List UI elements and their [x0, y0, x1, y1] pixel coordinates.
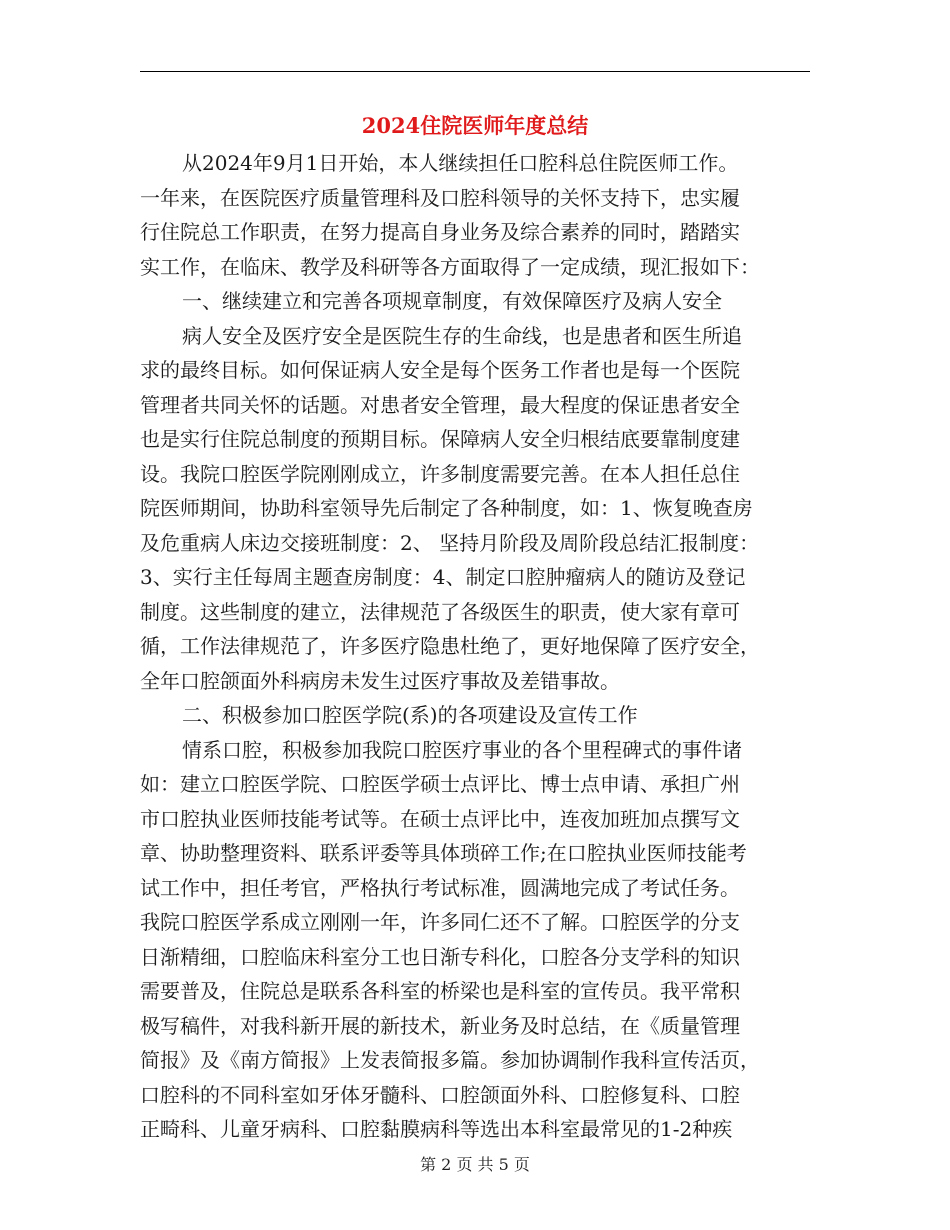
body-line: 从2024年9月1日开始，本人继续担任口腔科总住院医师工作。	[182, 151, 739, 175]
body-line: 试工作中，担任考官，严格执行考试标准，圆满地完成了考试任务。	[140, 875, 740, 900]
page-footer: 第 2 页 共 5 页	[420, 1155, 530, 1174]
body-line: 正畸科、儿童牙病科、口腔黏膜病科等选出本科室最常见的1-2种疾	[140, 1117, 733, 1141]
body-line: 如：建立口腔医学院、口腔医学硕士点评比、博士点申请、承担广州	[140, 772, 740, 796]
body-line: 章、协助整理资料、联系评委等具体琐碎工作;在口腔执业医师技能考	[140, 841, 747, 865]
body-line: 管理者共同关怀的话题。对患者安全管理，最大程度的保证患者安全	[140, 392, 740, 417]
body-line: 病人安全及医疗安全是医院生存的生命线，也是患者和医生所追	[182, 323, 742, 348]
body-line: 情系口腔，积极参加我院口腔医疗事业的各个里程碑式的事件诸	[182, 737, 742, 762]
header-rule	[140, 71, 810, 72]
body-line: 制度。这些制度的建立，法律规范了各级医生的职责，使大家有章可	[140, 599, 740, 624]
body-line: 全年口腔颌面外科病房未发生过医疗事故及差错事故。	[140, 668, 620, 693]
document-body	[140, 146, 812, 1147]
body-line: 设。我院口腔医学院刚刚成立，许多制度需要完善。在本人担任总住	[140, 461, 740, 486]
body-line: 市口腔执业医师技能考试等。在硕士点评比中，连夜加班加点撰写文	[140, 806, 740, 831]
body-line: 也是实行住院总制度的预期目标。保障病人安全归根结底要靠制度建	[140, 427, 740, 451]
body-line: 二、积极参加口腔医学院(系)的各项建设及宣传工作	[182, 703, 638, 727]
body-line: 行住院总工作职责，在努力提高自身业务及综合素养的同时，踏踏实	[140, 220, 740, 244]
body-line: 一年来，在医院医疗质量管理科及口腔科领导的关怀支持下，忠实履	[140, 185, 740, 210]
body-line: 及危重病人床边交接班制度：2、 坚持月阶段及周阶段总结汇报制度：	[140, 530, 760, 555]
body-line: 循，工作法律规范了，许多医疗隐患杜绝了，更好地保障了医疗安全，	[140, 634, 760, 658]
body-line: 一、继续建立和完善各项规章制度，有效保障医疗及病人安全	[182, 289, 722, 313]
body-line: 求的最终目标。如何保证病人安全是每个医务工作者也是每一个医院	[140, 358, 740, 382]
body-line: 口腔科的不同科室如牙体牙髓科、口腔颌面外科、口腔修复科、口腔	[140, 1082, 740, 1107]
body-line: 日渐精细，口腔临床科室分工也日渐专科化，口腔各分支学科的知识	[140, 944, 740, 969]
document-title: 2024住院医师年度总结	[361, 113, 589, 138]
body-line: 需要普及，住院总是联系各科室的桥梁也是科室的宣传员。我平常积	[140, 979, 740, 1003]
body-line: 极写稿件，对我科新开展的新技术，新业务及时总结，在《质量管理	[140, 1013, 740, 1038]
body-line: 3、实行主任每周主题查房制度：4、制定口腔肿瘤病人的随访及登记	[140, 565, 746, 589]
body-line: 我院口腔医学系成立刚刚一年，许多同仁还不了解。口腔医学的分支	[140, 910, 740, 934]
body-line: 简报》及《南方简报》上发表简报多篇。参加协调制作我科宣传活页，	[140, 1048, 760, 1072]
body-line: 院医师期间，协助科室领导先后制定了各种制度，如：1、恢复晚查房	[140, 496, 753, 520]
body-line: 实工作，在临床、教学及科研等各方面取得了一定成绩，现汇报如下：	[140, 254, 760, 279]
